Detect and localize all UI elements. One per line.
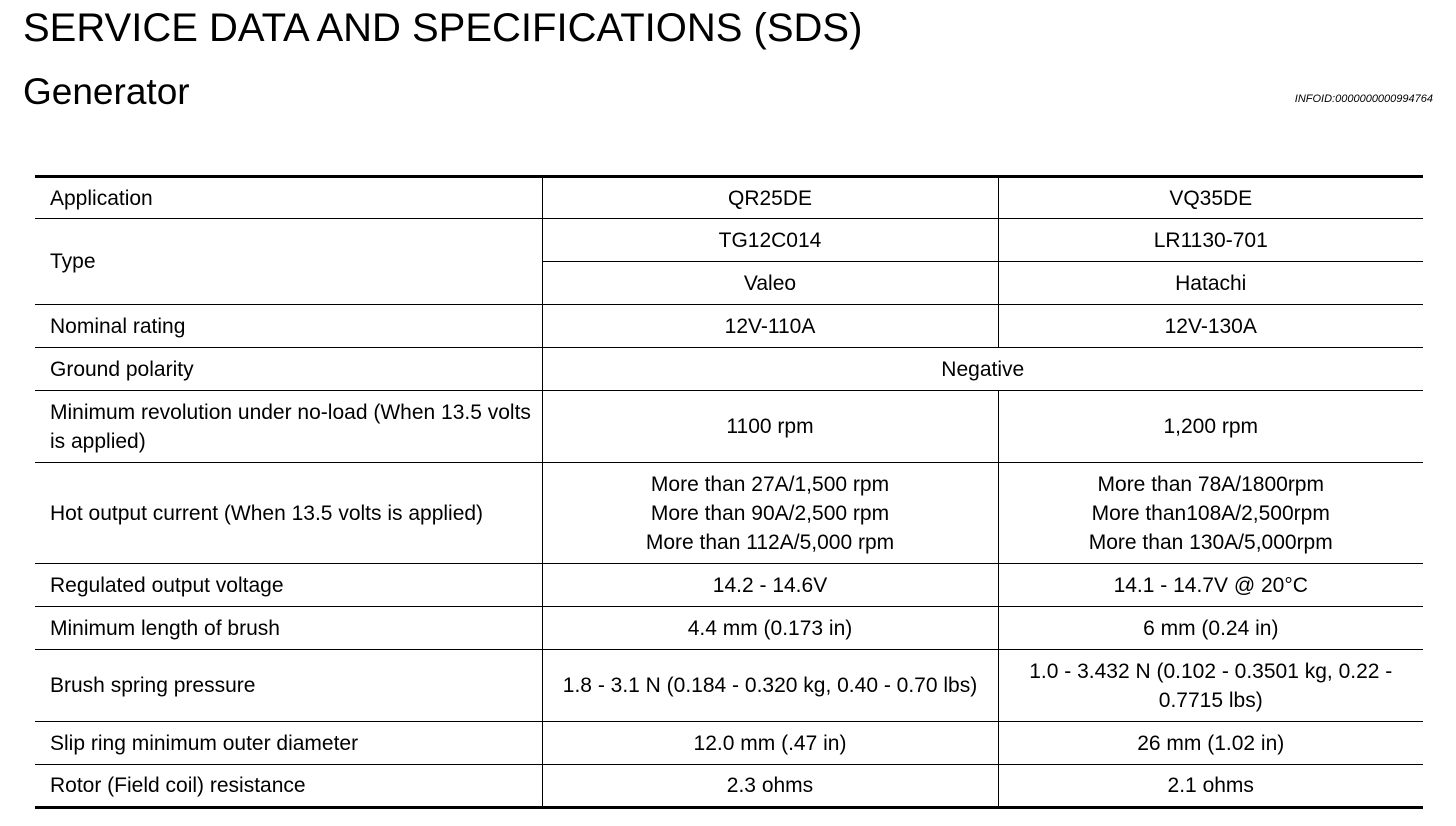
value-line: More than 90A/2,500 rpm xyxy=(650,501,890,525)
row-label: Hot output current (When 13.5 volts is applied) xyxy=(35,463,542,564)
table-row-type xyxy=(35,219,1423,262)
table-row-min-revolution xyxy=(35,391,1423,463)
row-label: Brush spring pressure xyxy=(35,650,542,722)
table-row-slip-ring xyxy=(35,722,1423,765)
table-row-brush-length xyxy=(35,607,1423,650)
row-label: Minimum revolution under no-load (When 13.5 volts is applied) xyxy=(35,391,542,463)
cell-qr25de xyxy=(542,463,998,564)
sds-table xyxy=(35,175,1423,809)
cell-vq35de: 1.0 - 3.432 N (0.102 - 0.3501 kg, 0.22 - 0.7715 lbs) xyxy=(998,650,1423,722)
value-line: More than 27A/1,500 rpm xyxy=(650,472,890,496)
table-row-hot-output xyxy=(35,463,1423,564)
table-row-rotor-resistance xyxy=(35,765,1423,808)
cell-qr25de: 12V-110A xyxy=(542,305,998,348)
row-label: Ground polarity xyxy=(35,348,542,391)
cell-qr25de: 4.4 mm (0.173 in) xyxy=(542,607,998,650)
row-label: Type xyxy=(35,219,542,305)
page-title: SERVICE DATA AND SPECIFICATIONS (SDS) xyxy=(23,6,863,50)
cell-vq35de-part: LR1130-701 xyxy=(998,219,1423,262)
row-label: Rotor (Field coil) resistance xyxy=(35,765,542,808)
cell-qr25de: 12.0 mm (.47 in) xyxy=(542,722,998,765)
section-title: Generator xyxy=(23,71,190,112)
cell-qr25de: QR25DE xyxy=(542,177,998,219)
table-row-brush-pressure xyxy=(35,650,1423,722)
row-label: Application xyxy=(35,177,542,219)
value-line: More than108A/2,500rpm xyxy=(1091,501,1330,525)
cell-both: Negative xyxy=(542,348,1423,391)
cell-qr25de: 1100 rpm xyxy=(542,391,998,463)
cell-qr25de-maker: Valeo xyxy=(542,262,998,305)
cell-vq35de: VQ35DE xyxy=(998,177,1423,219)
table-row-ground-polarity xyxy=(35,348,1423,391)
table-row-regulated-voltage xyxy=(35,564,1423,607)
cell-vq35de-maker: Hatachi xyxy=(998,262,1423,305)
value-line: More than 112A/5,000 rpm xyxy=(645,530,895,554)
cell-vq35de: 2.1 ohms xyxy=(998,765,1423,808)
row-label: Regulated output voltage xyxy=(35,564,542,607)
cell-qr25de: 14.2 - 14.6V xyxy=(542,564,998,607)
table-row-application xyxy=(35,177,1423,219)
table-row-nominal-rating xyxy=(35,305,1423,348)
cell-vq35de xyxy=(998,463,1423,564)
row-label: Slip ring minimum outer diameter xyxy=(35,722,542,765)
cell-vq35de: 14.1 - 14.7V @ 20°C xyxy=(998,564,1423,607)
value-line: More than 130A/5,000rpm xyxy=(1088,530,1333,554)
info-id: INFOID:0000000000994764 xyxy=(1294,93,1433,105)
cell-vq35de: 26 mm (1.02 in) xyxy=(998,722,1423,765)
cell-qr25de-part: TG12C014 xyxy=(542,219,998,262)
value-line: More than 78A/1800rpm xyxy=(1097,472,1324,496)
row-label: Minimum length of brush xyxy=(35,607,542,650)
cell-qr25de: 1.8 - 3.1 N (0.184 - 0.320 kg, 0.40 - 0.70 lbs) xyxy=(542,650,998,722)
cell-vq35de: 12V-130A xyxy=(998,305,1423,348)
row-label: Nominal rating xyxy=(35,305,542,348)
cell-vq35de: 1,200 rpm xyxy=(998,391,1423,463)
cell-vq35de: 6 mm (0.24 in) xyxy=(998,607,1423,650)
cell-qr25de: 2.3 ohms xyxy=(542,765,998,808)
